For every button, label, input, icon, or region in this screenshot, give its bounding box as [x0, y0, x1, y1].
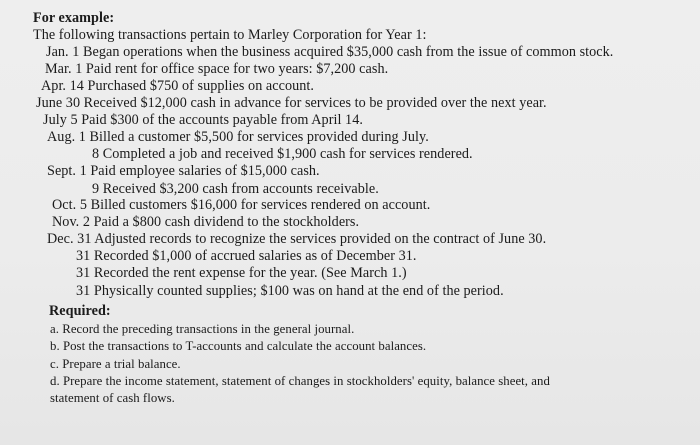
- requirement-line: statement of cash flows.: [50, 391, 175, 405]
- transaction-line: Apr. 14 Purchased $750 of supplies on account.: [41, 78, 314, 94]
- requirement-line: c. Prepare a trial balance.: [50, 357, 181, 371]
- transaction-line: Oct. 5 Billed customers $16,000 for services rendered on account.: [52, 197, 431, 213]
- example-heading: For example:: [33, 10, 115, 26]
- required-heading: Required:: [49, 303, 111, 319]
- transaction-line: July 5 Paid $300 of the accounts payable from April 14.: [43, 112, 363, 128]
- transaction-line: June 30 Received $12,000 cash in advance for services to be provided over the next year.: [36, 95, 547, 111]
- transaction-line: 31 Recorded $1,000 of accrued salaries as of December 31.: [76, 248, 417, 264]
- transaction-line: Jan. 1 Began operations when the business acquired $35,000 cash from the issue of common stock.: [46, 44, 614, 60]
- transaction-line: Mar. 1 Paid rent for office space for two years: $7,200 cash.: [45, 61, 389, 77]
- transaction-line: Sept. 1 Paid employee salaries of $15,000 cash.: [47, 163, 320, 179]
- transaction-line: Nov. 2 Paid a $800 cash dividend to the stockholders.: [52, 214, 360, 230]
- transaction-line: Aug. 1 Billed a customer $5,500 for services provided during July.: [47, 129, 429, 145]
- requirement-line: d. Prepare the income statement, statement of changes in stockholders' equity, balance sheet, and: [50, 374, 550, 388]
- transaction-line: 31 Recorded the rent expense for the year. (See March 1.): [76, 265, 407, 281]
- requirement-line: a. Record the preceding transactions in the general journal.: [50, 322, 355, 336]
- transaction-line: 8 Completed a job and received $1,900 cash for services rendered.: [92, 146, 473, 162]
- transaction-line: 31 Physically counted supplies; $100 was on hand at the end of the period.: [76, 283, 504, 299]
- transaction-line: Dec. 31 Adjusted records to recognize the services provided on the contract of June 30.: [47, 231, 547, 247]
- intro-line: The following transactions pertain to Marley Corporation for Year 1:: [33, 27, 427, 43]
- transaction-line: 9 Received $3,200 cash from accounts receivable.: [92, 181, 379, 197]
- requirement-line: b. Post the transactions to T-accounts and calculate the account balances.: [50, 339, 427, 353]
